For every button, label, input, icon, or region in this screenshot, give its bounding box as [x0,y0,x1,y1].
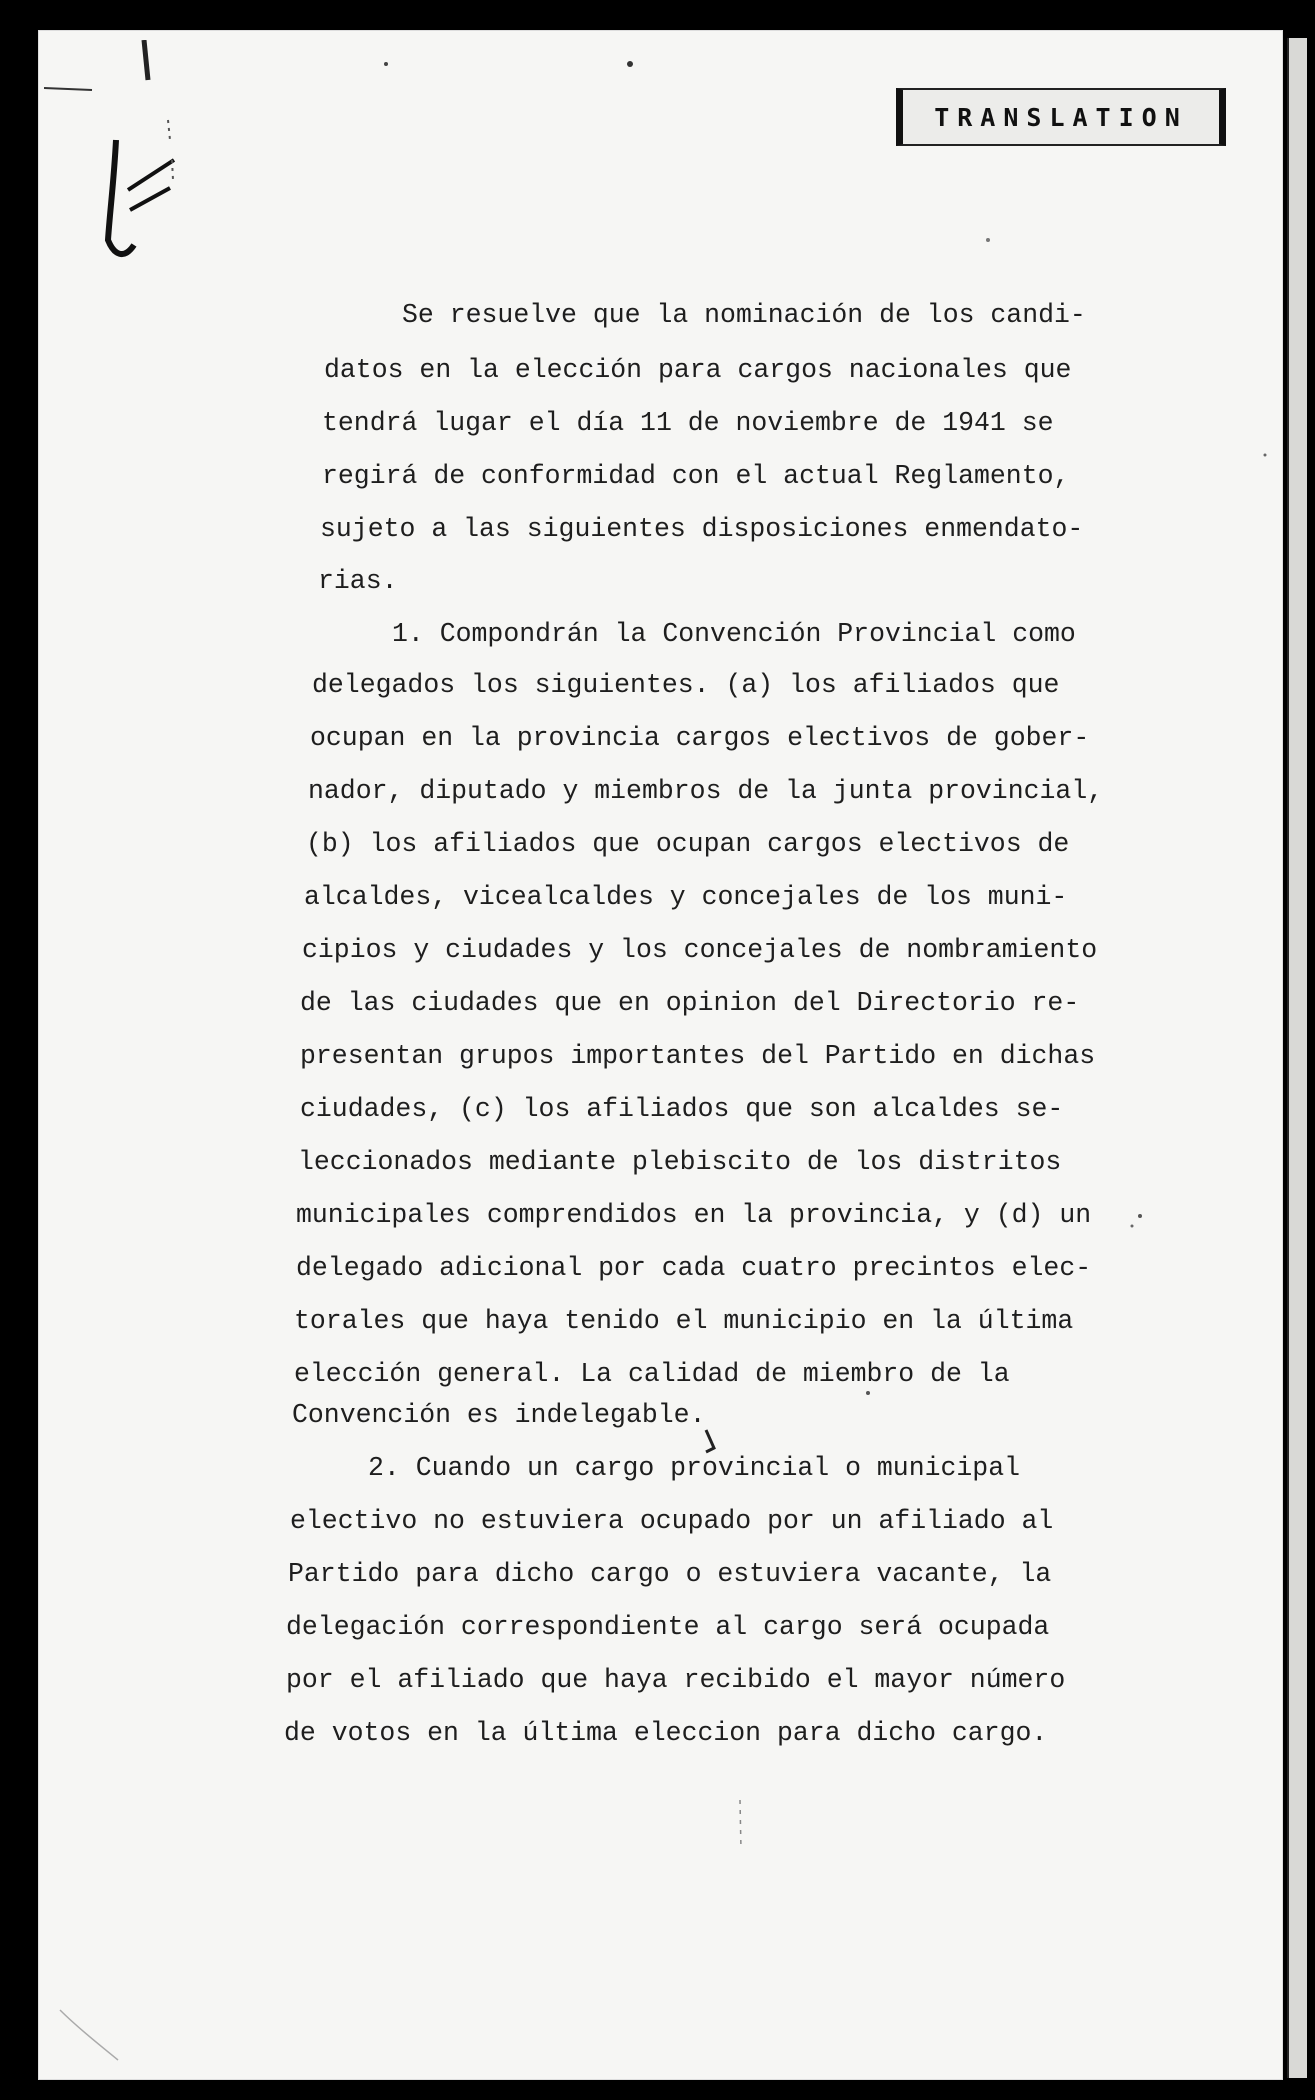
text-line: de las ciudades que en opinion del Directorio re- [300,988,1080,1018]
text-line: de votos en la última eleccion para dicho cargo. [284,1718,1048,1748]
text-line: leccionados mediante plebiscito de los distritos [298,1147,1062,1177]
stamp-label: TRANSLATION [934,102,1188,132]
text-line: regirá de conformidad con el actual Reglamento, [322,461,1070,491]
text-line: por el afiliado que haya recibido el mayor número [286,1665,1066,1695]
text-line: elección general. La calidad de miembro de la [294,1359,1010,1389]
text-line: 1. Compondrán la Convención Provincial como [392,619,1076,649]
text-line: delegado adicional por cada cuatro precintos elec- [296,1253,1092,1283]
text-line: 2. Cuando un cargo provincial o municipal [368,1453,1021,1483]
text-line: Partido para dicho cargo o estuviera vacante, la [288,1559,1052,1589]
text-line: nador, diputado y miembros de la junta provincial, [308,776,1104,806]
text-line: ocupan en la provincia cargos electivos de gober- [310,723,1090,753]
text-line: datos en la elección para cargos nacionales que [324,355,1072,385]
text-line: Convención es indelegable. [292,1400,706,1430]
text-line: delegados los siguientes. (a) los afiliados que [312,670,1060,700]
text-line: presentan grupos importantes del Partido en dichas [300,1041,1096,1071]
text-line: delegación correspondiente al cargo será ocupada [286,1612,1050,1642]
text-line: Se resuelve que la nominación de los candi- [402,300,1086,330]
text-line: municipales comprendidos en la provincia, y (d) un [296,1200,1092,1230]
text-line: electivo no estuviera ocupado por un afiliado al [290,1506,1054,1536]
text-line: (b) los afiliados que ocupan cargos electivos de [306,829,1070,859]
text-line: ciudades, (c) los afiliados que son alcaldes se- [300,1094,1064,1124]
text-line: tendrá lugar el día 11 de noviembre de 1941 se [322,408,1054,438]
text-line: alcaldes, vicealcaldes y concejales de los muni- [304,882,1068,912]
text-line: torales que haya tenido el municipio en la última [294,1306,1074,1336]
text-line: sujeto a las siguientes disposiciones enmendato- [320,514,1084,544]
text-line: rias. [318,566,398,596]
text-line: cipios y ciudades y los concejales de nombramiento [302,935,1098,965]
